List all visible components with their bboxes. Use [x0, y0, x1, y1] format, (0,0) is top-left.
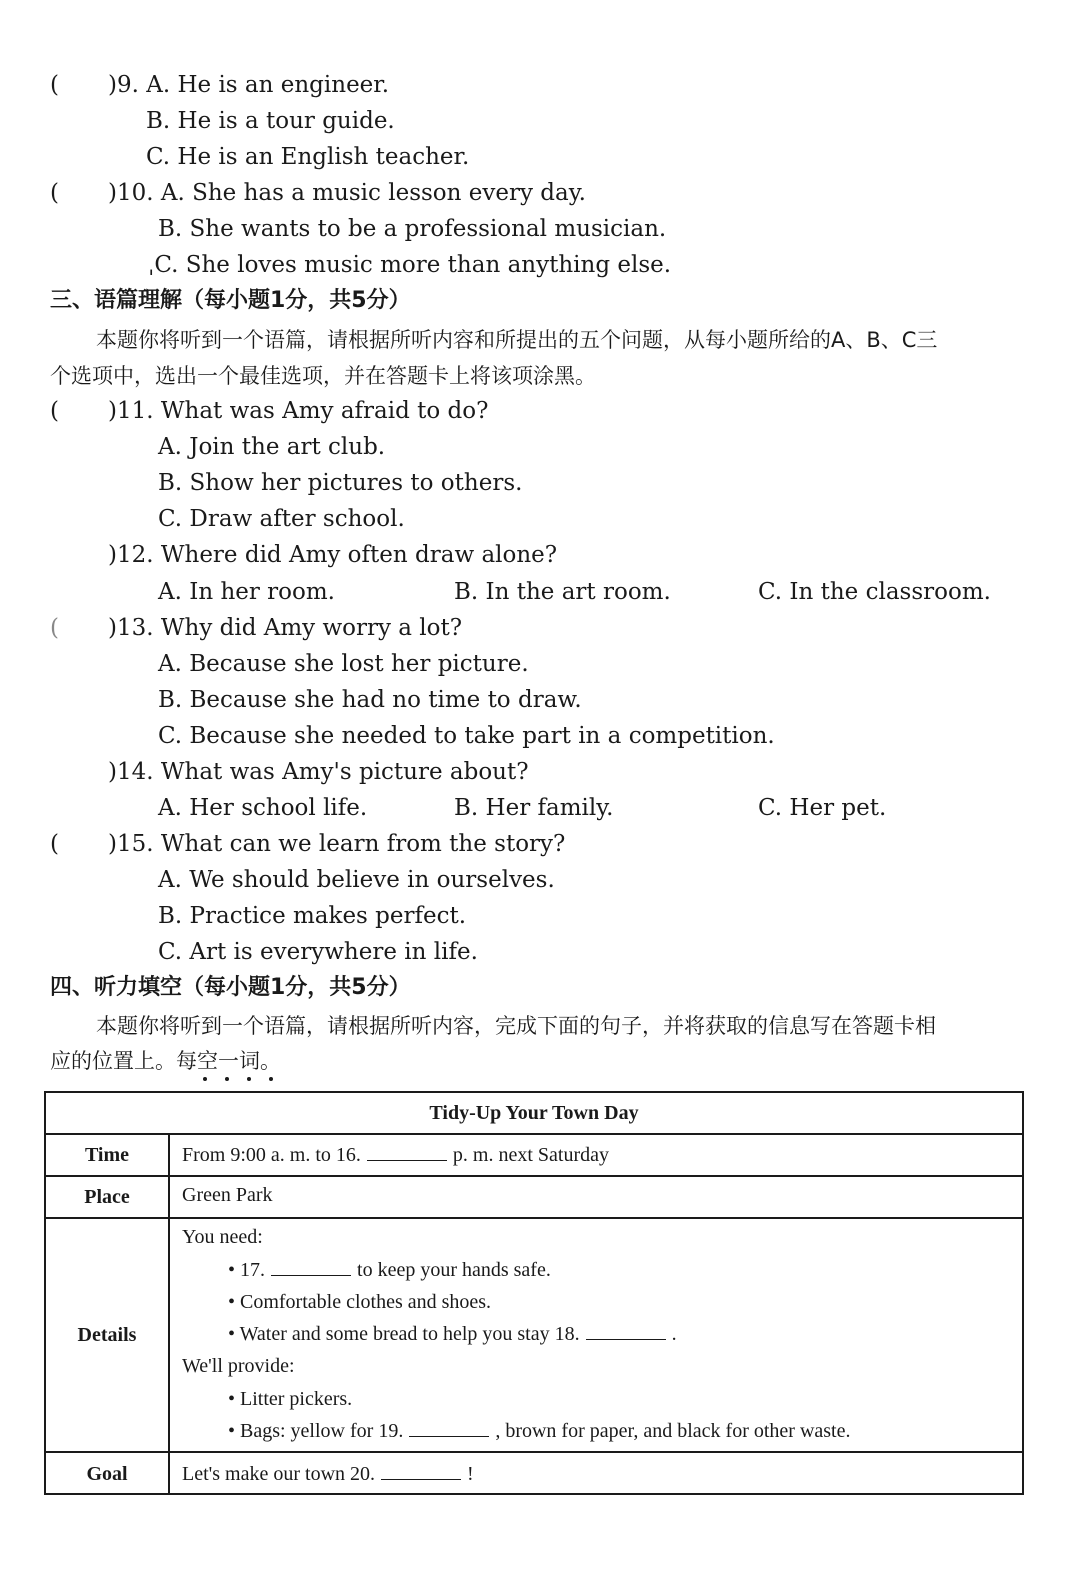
item19-text: • Bags: yellow for 19. — [228, 1420, 404, 1442]
provide-heading: We'll provide: — [182, 1355, 295, 1377]
time-label: Time — [46, 1135, 170, 1175]
item19-text-end: , brown for paper, and black for other waste. — [495, 1420, 851, 1442]
emphasis-dot — [225, 1077, 229, 1081]
q13-question: )13. Why did Amy worry a lot? — [108, 615, 463, 641]
section4-instruction-emphasis: 每空一词 — [176, 1049, 260, 1073]
goal-label: Goal — [46, 1453, 170, 1495]
table-row-time — [46, 1133, 1022, 1175]
q12-option-b: B. In the art room. — [454, 579, 671, 605]
answer-blank-20[interactable] — [381, 1461, 461, 1480]
details-item-clothes: • Comfortable clothes and shoes. — [228, 1291, 492, 1313]
place-label: Place — [46, 1177, 170, 1217]
time-value — [182, 1142, 1012, 1167]
q12-option-c: C. In the classroom. — [758, 579, 991, 605]
you-need-heading: You need: — [182, 1226, 263, 1248]
section4-instruction-line1: 本题你将听到一个语篇，请根据所听内容，完成下面的句子，并将获取的信息写在答题卡相 — [96, 1014, 936, 1038]
answer-blank-18[interactable] — [586, 1321, 666, 1340]
time-text-end: p. m. next Saturday — [452, 1144, 609, 1166]
q11-option-b: B. Show her pictures to others. — [158, 470, 523, 496]
q15-option-c: C. Art is everywhere in life. — [158, 939, 478, 965]
details-label: Details — [46, 1219, 170, 1451]
details-value — [182, 1219, 1012, 1451]
item17-text: • 17. — [228, 1259, 266, 1281]
place-value: Green Park — [182, 1184, 273, 1206]
table-row-place — [46, 1175, 1022, 1217]
q10-bracket: ( — [50, 180, 59, 206]
q11-option-a: A. Join the art club. — [158, 434, 386, 460]
q9-bracket: ( — [50, 72, 59, 98]
goal-text: Let's make our town 20. — [182, 1463, 376, 1485]
q15-option-a: A. We should believe in ourselves. — [158, 867, 555, 893]
q14-option-a: A. Her school life. — [158, 795, 368, 821]
section4-instruction-part-a: 应的位置上。 — [50, 1049, 176, 1073]
q10-option-b: B. She wants to be a professional musician. — [158, 216, 667, 242]
table-title: Tidy-Up Your Town Day — [429, 1101, 639, 1124]
q13-bracket: ( — [50, 615, 59, 641]
q15-bracket: ( — [50, 831, 59, 857]
q13-option-a: A. Because she lost her picture. — [158, 651, 529, 677]
q12-question: )12. Where did Amy often draw alone? — [108, 542, 558, 568]
item17-text-end: to keep your hands safe. — [357, 1259, 551, 1281]
q14-option-b: B. Her family. — [454, 795, 614, 821]
section4-instruction-line2 — [50, 1046, 281, 1076]
q14-option-c: C. Her pet. — [758, 795, 887, 821]
event-table — [44, 1091, 1024, 1495]
q10-option-c: ˌC. She loves music more than anything else. — [148, 252, 672, 278]
table-title-row — [46, 1093, 1022, 1133]
emphasis-dot — [269, 1077, 273, 1081]
q9-option-b: B. He is a tour guide. — [146, 108, 395, 134]
time-text: From 9:00 a. m. to 16. — [182, 1144, 361, 1166]
q12-option-a: A. In her room. — [158, 579, 335, 605]
q15-question: )15. What can we learn from the story? — [108, 831, 566, 857]
section3-instruction-line2: 个选项中，选出一个最佳选项，并在答题卡上将该项涂黑。 — [50, 364, 596, 388]
item18-text: • Water and some bread to help you stay 18. — [228, 1323, 580, 1345]
section3-instruction-line1: 本题你将听到一个语篇，请根据所听内容和所提出的五个问题，从每小题所给的A、B、C三 — [96, 328, 938, 352]
table-row-details — [46, 1217, 1022, 1451]
q14-question: )14. What was Amy's picture about? — [108, 759, 529, 785]
item18-text-end: . — [671, 1323, 677, 1345]
details-item-pickers: • Litter pickers. — [228, 1388, 353, 1410]
q11-question: )11. What was Amy afraid to do? — [108, 398, 489, 424]
q13-option-b: B. Because she had no time to draw. — [158, 687, 582, 713]
details-item-19 — [228, 1418, 851, 1444]
q11-option-c: C. Draw after school. — [158, 506, 405, 532]
section3-title: 三、语篇理解（每小题1分，共5分） — [50, 288, 411, 313]
emphasis-dot — [247, 1077, 251, 1081]
details-item-18 — [228, 1321, 677, 1347]
q15-option-b: B. Practice makes perfect. — [158, 903, 467, 929]
q10-option-a: )10. A. She has a music lesson every day. — [108, 180, 586, 206]
section4-title: 四、听力填空（每小题1分，共5分） — [50, 975, 411, 1000]
q9-option-a: )9. A. He is an engineer. — [108, 72, 390, 98]
q13-option-c: C. Because she needed to take part in a competition. — [158, 723, 775, 749]
answer-blank-19[interactable] — [409, 1418, 489, 1437]
table-row-goal — [46, 1451, 1022, 1495]
q9-option-c: C. He is an English teacher. — [146, 144, 470, 170]
q11-bracket: ( — [50, 398, 59, 424]
section4-instruction-part-c: 。 — [260, 1049, 281, 1073]
goal-text-end: ! — [467, 1463, 474, 1485]
goal-value — [182, 1461, 1012, 1486]
details-item-17 — [228, 1257, 551, 1283]
answer-blank-16[interactable] — [367, 1142, 447, 1161]
answer-blank-17[interactable] — [271, 1257, 351, 1276]
emphasis-dot — [203, 1077, 207, 1081]
